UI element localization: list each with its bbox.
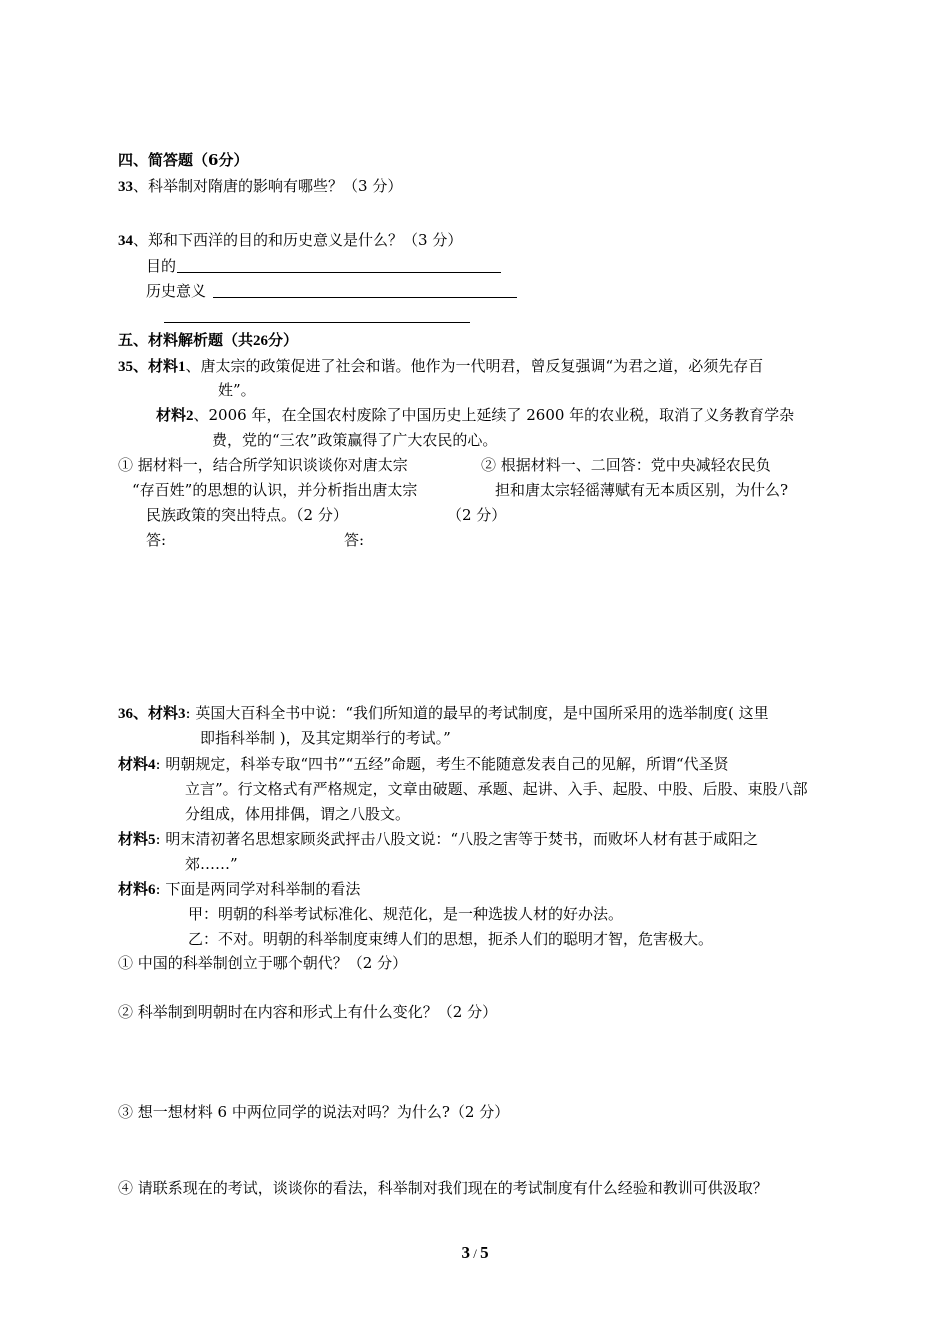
heading-prefix: 五、材料解析题（共 — [118, 331, 254, 349]
q36-subquestion-1: ① 中国的科举制创立于哪个朝代？（2 分） — [118, 954, 408, 972]
q36-subquestion-3: ③ 想一想材料 6 中两位同学的说法对吗？为什么?（2 分） — [118, 1103, 510, 1121]
question-number: 34 — [118, 233, 133, 249]
q36-material-4-cont2: 分组成，体用排偶，谓之八股文。 — [185, 805, 411, 823]
material-number: 6 — [148, 882, 156, 898]
question-text: 、郑和下西洋的目的和历史意义是什么？（3 分） — [133, 231, 463, 249]
material-label: 材料 — [118, 880, 149, 898]
q35-sub2-line3: （2 分） — [447, 506, 507, 524]
section-5-heading — [118, 330, 298, 351]
material-number: 2 — [186, 408, 194, 424]
total-pages: 5 — [480, 1243, 489, 1262]
q35-material-1 — [118, 356, 763, 377]
current-page: 3 — [461, 1243, 470, 1262]
material-text: : 英国大百科全书中说：“我们所知道的最早的考试制度，是中国所采用的选举制度( 这里 — [185, 704, 769, 722]
heading-number: 26 — [253, 333, 269, 349]
question-number: 36 — [118, 706, 133, 722]
q35-material-2 — [156, 405, 794, 426]
q36-material-5 — [118, 829, 758, 850]
q36-material-5-cont: 郊……” — [185, 855, 238, 873]
page-number — [0, 1243, 950, 1263]
material-number: 3 — [178, 706, 186, 722]
question-34 — [118, 230, 462, 251]
material-label: 材料 — [118, 755, 149, 773]
q35-sub2-answer-label: 答: — [344, 531, 365, 549]
material-text: : 明末清初著名思想家顾炎武抨击八股文说：“八股之害等于焚书，而败坏人材有甚于咸阳之 — [155, 830, 759, 848]
q35-sub1-line3: 民族政策的突出特点。（2 分） — [146, 506, 348, 524]
q35-sub1-line1: ① 据材料一，结合所学知识谈谈你对唐太宗 — [118, 456, 408, 474]
q36-material-3 — [118, 703, 769, 724]
q35-sub1-line2: “存百姓”的思想的认识，并分析指出唐太宗 — [132, 481, 418, 499]
q36-material-4 — [118, 754, 729, 775]
q36-opinion-yi: 乙：不对。明朝的科举制度束缚人们的思想，扼杀人们的聪明才智，危害极大。 — [188, 930, 714, 948]
material-number: 5 — [148, 832, 156, 848]
material-number: 4 — [148, 757, 156, 773]
page-separator: / — [469, 1246, 481, 1261]
q35-material-2-cont: 费，党的“三农”政策赢得了广大农民的心。 — [212, 431, 498, 449]
meaning-label: 历史意义 — [146, 282, 207, 300]
material-label: 材料 — [118, 830, 149, 848]
q35-sub2-line1: ② 根据材料一、二回答：党中央减轻农民负 — [481, 456, 771, 474]
q36-subquestion-4: ④ 请联系现在的考试，谈谈你的看法，科举制对我们现在的考试制度有什么经验和教训可供汲取？ — [118, 1179, 768, 1197]
meaning-answer-line[interactable] — [213, 297, 517, 298]
q36-material-3-cont: 即指科举制 )，及其定期举行的考试。” — [200, 729, 451, 747]
section-4-heading: 四、简答题（6分） — [118, 151, 249, 169]
question-33 — [118, 176, 402, 197]
material-text: 、唐太宗的政策促进了社会和谐。他作为一代明君，曾反复强调“为君之道，必须先存百 — [185, 357, 764, 375]
material-label: 材料 — [156, 406, 187, 424]
q35-sub2-line2: 担和唐太宗轻徭薄赋有无本质区别，为什么? — [495, 481, 789, 499]
question-number: 35 — [118, 359, 133, 375]
material-number: 1 — [178, 359, 186, 375]
question-text: 、科举制对隋唐的影响有哪些？（3 分） — [133, 177, 403, 195]
q36-material-4-cont1: 立言”。行文格式有严格规定，文章由破题、承题、起讲、入手、起股、中股、后股、束股八部 — [185, 780, 808, 798]
question-number: 33 — [118, 179, 133, 195]
q35-material-1-cont: 姓”。 — [218, 381, 256, 399]
material-label: 、材料 — [133, 704, 179, 722]
material-label: 、材料 — [133, 357, 179, 375]
heading-suffix: 分） — [268, 331, 299, 349]
material-text: 、2006 年，在全国农村废除了中国历史上延续了 2600 年的农业税，取消了义务教育学杂 — [193, 406, 795, 424]
material-text: : 下面是两同学对科举制的看法 — [155, 880, 361, 898]
q36-opinion-jia: 甲：明朝的科举考试标准化、规范化，是一种选拔人材的好办法。 — [188, 905, 624, 923]
q35-sub1-answer-label: 答: — [146, 531, 167, 549]
q36-material-6 — [118, 879, 360, 900]
q36-subquestion-2: ② 科举制到明朝时在内容和形式上有什么变化？（2 分） — [118, 1003, 498, 1021]
meaning-answer-line-2[interactable] — [164, 322, 470, 323]
purpose-label: 目的 — [146, 257, 177, 275]
purpose-answer-line[interactable] — [177, 272, 501, 273]
material-text: : 明朝规定，科举专取“四书”“五经”命题，考生不能随意发表自己的见解，所谓“代圣贤 — [155, 755, 729, 773]
